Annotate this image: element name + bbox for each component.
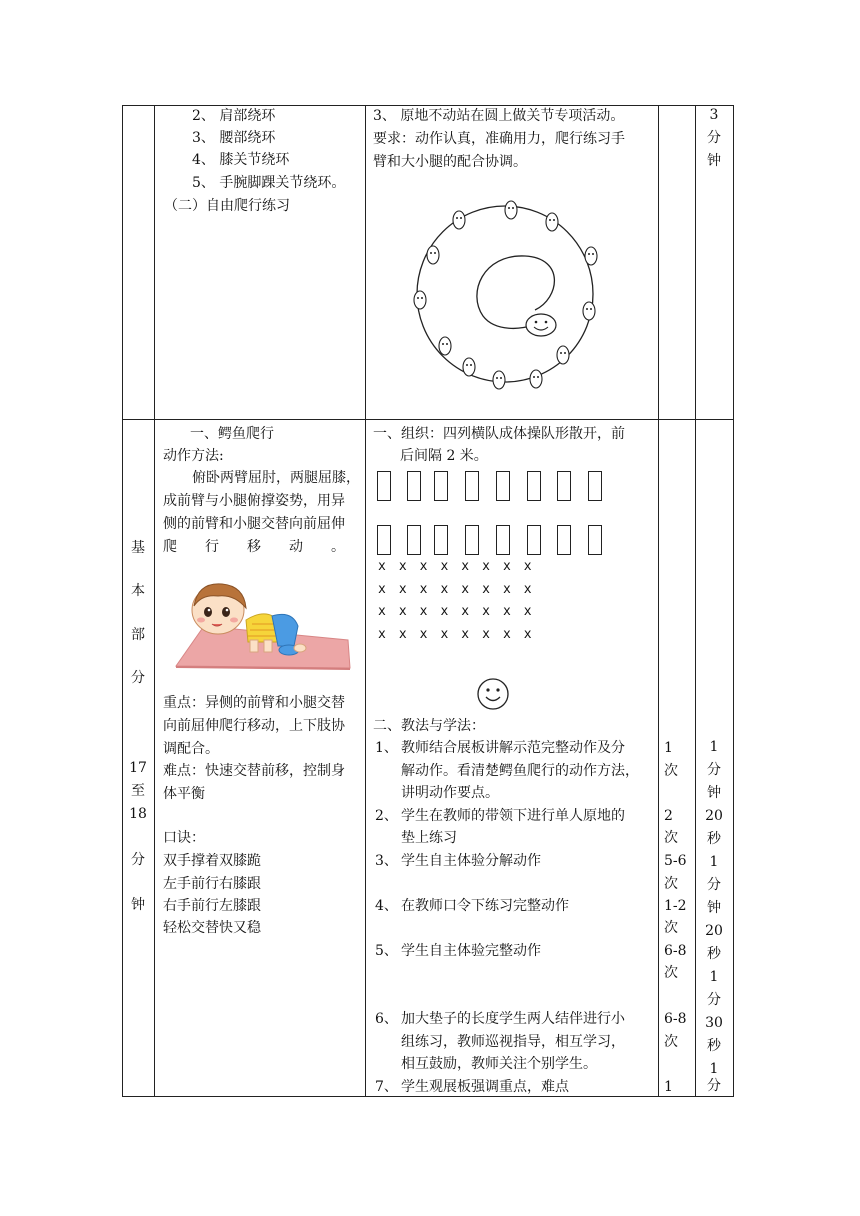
sub-heading: （二）自由爬行练习	[164, 198, 290, 214]
part-char: 部	[131, 627, 145, 643]
mat-box	[496, 471, 510, 501]
mat-box	[407, 471, 421, 501]
org-line: 3、 原地不动站在圆上做关节专项活动。	[373, 108, 625, 124]
part-char: 基	[131, 540, 145, 556]
repetition-value: 次	[664, 876, 678, 892]
chant-line: 左手前行右膝跟	[163, 876, 261, 892]
minute-value: 秒	[707, 831, 721, 847]
chant-label: 口诀：	[163, 830, 205, 846]
mat-box	[557, 525, 571, 555]
step-text: 垫上练习	[401, 830, 457, 846]
org-heading: 一、组织：四列横队成体操队形散开，前	[373, 426, 625, 442]
formation-row: x x x x x x x x	[378, 559, 532, 574]
step-text: 学生自主体验完整动作	[401, 943, 541, 959]
repetition-value: 6-8	[664, 943, 687, 959]
content-item: 3、 腰部绕环	[192, 130, 276, 146]
repetition-value: 1-2	[664, 898, 687, 914]
col-border	[154, 105, 155, 1097]
crawling-child-illustration	[168, 580, 356, 672]
minute-value: 30	[705, 1015, 723, 1031]
duration-char: 18	[129, 806, 147, 822]
method-label: 动作方法:	[163, 448, 224, 464]
repetition-value: 2	[664, 808, 673, 824]
repetition-value: 次	[664, 830, 678, 846]
minute-value: 分	[707, 1078, 721, 1094]
student-smiley-icons	[414, 201, 597, 389]
repetition-value: 次	[664, 1034, 678, 1050]
org-line: 臂和大小腿的配合协调。	[373, 154, 527, 170]
step-text: 解动作。看清楚鳄鱼爬行的动作方法，	[401, 763, 639, 779]
col-border	[365, 105, 366, 1097]
repetition-value: 次	[664, 965, 678, 981]
step-number: 6、	[375, 1011, 398, 1027]
method-line: 侧的前臂和小腿交替向前屈伸	[163, 516, 345, 532]
step-text: 加大垫子的长度学生两人结伴进行小	[401, 1011, 625, 1027]
duration-char: 钟	[131, 897, 145, 913]
method-line: 成前臂与小腿俯撑姿势，用异	[163, 493, 345, 509]
formation-row: x x x x x x x x	[378, 627, 532, 642]
mat-box	[377, 525, 391, 555]
minute-value: 1	[709, 969, 719, 985]
content-item: 2、 肩部绕环	[192, 108, 276, 124]
minute-value: 分	[707, 877, 721, 893]
repetition-value: 1	[664, 740, 673, 756]
step-text: 讲明动作要点。	[401, 785, 499, 801]
formation-row: x x x x x x x x	[378, 604, 532, 619]
step-text: 组练习，教师巡视指导，相互学习，	[401, 1034, 625, 1050]
exercise-title: 一、鳄鱼爬行	[190, 426, 274, 442]
minute-value: 20	[705, 923, 723, 939]
minute-value: 1	[709, 1061, 719, 1077]
mat-box	[557, 471, 571, 501]
teacher-smiley-icon	[526, 314, 556, 336]
time-char: 钟	[707, 153, 721, 169]
method-line: 爬 行 移 动 。	[163, 539, 345, 555]
formation-row: x x x x x x x x	[378, 582, 532, 597]
repetition-value: 次	[664, 763, 678, 779]
key-point-line: 向前屈伸爬行移动，上下肢协	[163, 718, 345, 734]
mat-box	[377, 471, 391, 501]
difficulty-line: 体平衡	[163, 786, 205, 802]
content-item: 5、 手腕脚踝关节绕环。	[192, 175, 346, 191]
duration-char: 分	[131, 852, 145, 868]
col-border	[658, 105, 659, 1097]
mat-box	[527, 471, 541, 501]
teacher-smiley-icon	[476, 677, 510, 711]
part-char: 本	[131, 583, 145, 599]
method-heading: 二、教法与学法：	[373, 718, 485, 734]
org-heading-cont: 后间隔 2 米。	[400, 448, 488, 464]
mat-box	[588, 525, 602, 555]
minute-value: 钟	[707, 785, 721, 801]
duration-char: 17	[129, 760, 147, 776]
mat-box	[588, 471, 602, 501]
step-text: 相互鼓励，教师关注个别学生。	[401, 1056, 597, 1072]
minute-value: 20	[705, 808, 723, 824]
chant-line: 右手前行左膝跟	[163, 898, 261, 914]
repetition-value: 6-8	[664, 1011, 687, 1027]
minute-value: 分	[707, 992, 721, 1008]
col-border	[695, 105, 696, 1097]
step-number: 7、	[375, 1079, 398, 1095]
mat-box	[465, 471, 479, 501]
step-text: 教师结合展板讲解示范完整动作及分	[401, 740, 625, 756]
mat-box	[496, 525, 510, 555]
repetition-value: 1	[664, 1079, 673, 1095]
part-char: 分	[131, 670, 145, 686]
mat-box	[434, 525, 448, 555]
step-text: 学生自主体验分解动作	[401, 853, 541, 869]
circle-formation-diagram	[405, 198, 605, 393]
key-point-line: 重点：异侧的前臂和小腿交替	[163, 695, 345, 711]
repetition-value: 次	[664, 920, 678, 936]
chant-line: 轻松交替快又稳	[163, 920, 261, 936]
difficulty-line: 难点：快速交替前移，控制身	[163, 763, 345, 779]
step-text: 在教师口令下练习完整动作	[401, 898, 569, 914]
key-point-line: 调配合。	[163, 741, 219, 757]
org-line: 要求：动作认真，准确用力，爬行练习手	[373, 131, 625, 147]
minute-value: 秒	[707, 946, 721, 962]
step-number: 1、	[375, 740, 398, 756]
step-number: 2、	[375, 808, 398, 824]
step-number: 3、	[375, 853, 398, 869]
mat-box	[434, 471, 448, 501]
content-item: 4、 膝关节绕环	[192, 152, 290, 168]
mat-box	[527, 525, 541, 555]
mat-box	[465, 525, 479, 555]
minute-value: 1	[709, 854, 719, 870]
row-divider	[122, 419, 734, 420]
step-number: 5、	[375, 943, 398, 959]
minute-value: 分	[707, 762, 721, 778]
time-char: 分	[707, 130, 721, 146]
chant-line: 双手撑着双膝跪	[163, 853, 261, 869]
minute-value: 1	[709, 739, 719, 755]
duration-char: 至	[131, 783, 145, 799]
minute-value: 钟	[707, 900, 721, 916]
mat-box	[407, 525, 421, 555]
col-border	[733, 105, 734, 1097]
method-line: 俯卧两臂屈肘，两腿屈膝，	[192, 470, 360, 486]
step-number: 4、	[375, 898, 398, 914]
step-text: 学生在教师的带领下进行单人原地的	[401, 808, 625, 824]
step-text: 学生观展板强调重点，难点	[401, 1079, 569, 1095]
repetition-value: 5-6	[664, 853, 687, 869]
time-char: 3	[709, 107, 719, 123]
minute-value: 秒	[707, 1038, 721, 1054]
